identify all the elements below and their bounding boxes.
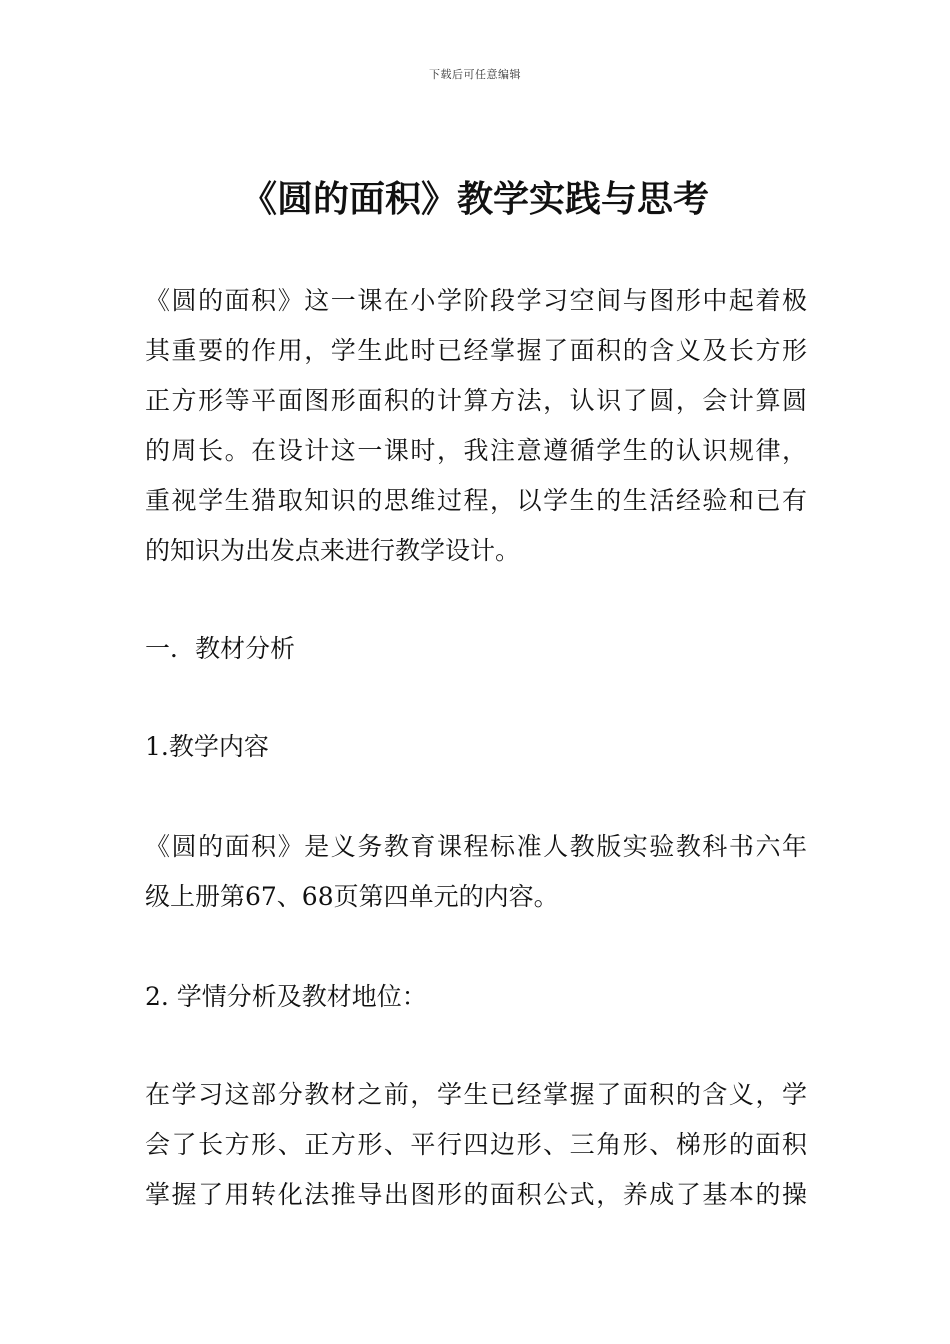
paragraph-line: 的周长。在设计这一课时，我注意遵循学生的认识规律， [145,436,807,465]
paragraph-line: 重视学生猎取知识的思维过程，以学生的生活经验和已有 [145,486,807,515]
paragraph-line: 级上册第67、68页第四单元的内容。 [145,882,559,911]
subsection-heading-learner-analysis [145,972,807,1022]
paragraph-line: 正方形等平面图形面积的计算方法，认识了圆，会计算圆 [145,386,807,415]
paragraph-line: 在学习这部分教材之前，学生已经掌握了面积的含义，学 [145,1080,807,1109]
heading-text: 2. 学情分析及教材地位： [145,982,427,1011]
document-title: 《圆的面积》教学实践与思考 [240,179,709,220]
subsection-heading-teaching-content [145,722,807,772]
paragraph-line: 会了长方形、正方形、平行四边形、三角形、梯形的面积 [145,1130,807,1159]
paragraph-teaching-content [145,822,807,922]
header-note: 下载后可任意编辑 [429,68,521,81]
paragraph-line: 的知识为出发点来进行教学设计。 [145,536,521,565]
paragraph-line: 其重要的作用，学生此时已经掌握了面积的含义及长方形 [145,336,807,365]
heading-text: 1.教学内容 [145,732,269,761]
paragraph-line: 掌握了用转化法推导出图形的面积公式，养成了基本的操 [145,1180,807,1209]
paragraph-learner-analysis [145,1070,807,1220]
heading-text: 一．教材分析 [145,634,296,663]
paragraph-intro [145,276,807,576]
paragraph-line: 《圆的面积》是义务教育课程标准人教版实验教科书六年 [145,832,807,861]
section-heading-textbook-analysis [145,624,807,674]
paragraph-line: 《圆的面积》这一课在小学阶段学习空间与图形中起着极 [145,286,807,315]
